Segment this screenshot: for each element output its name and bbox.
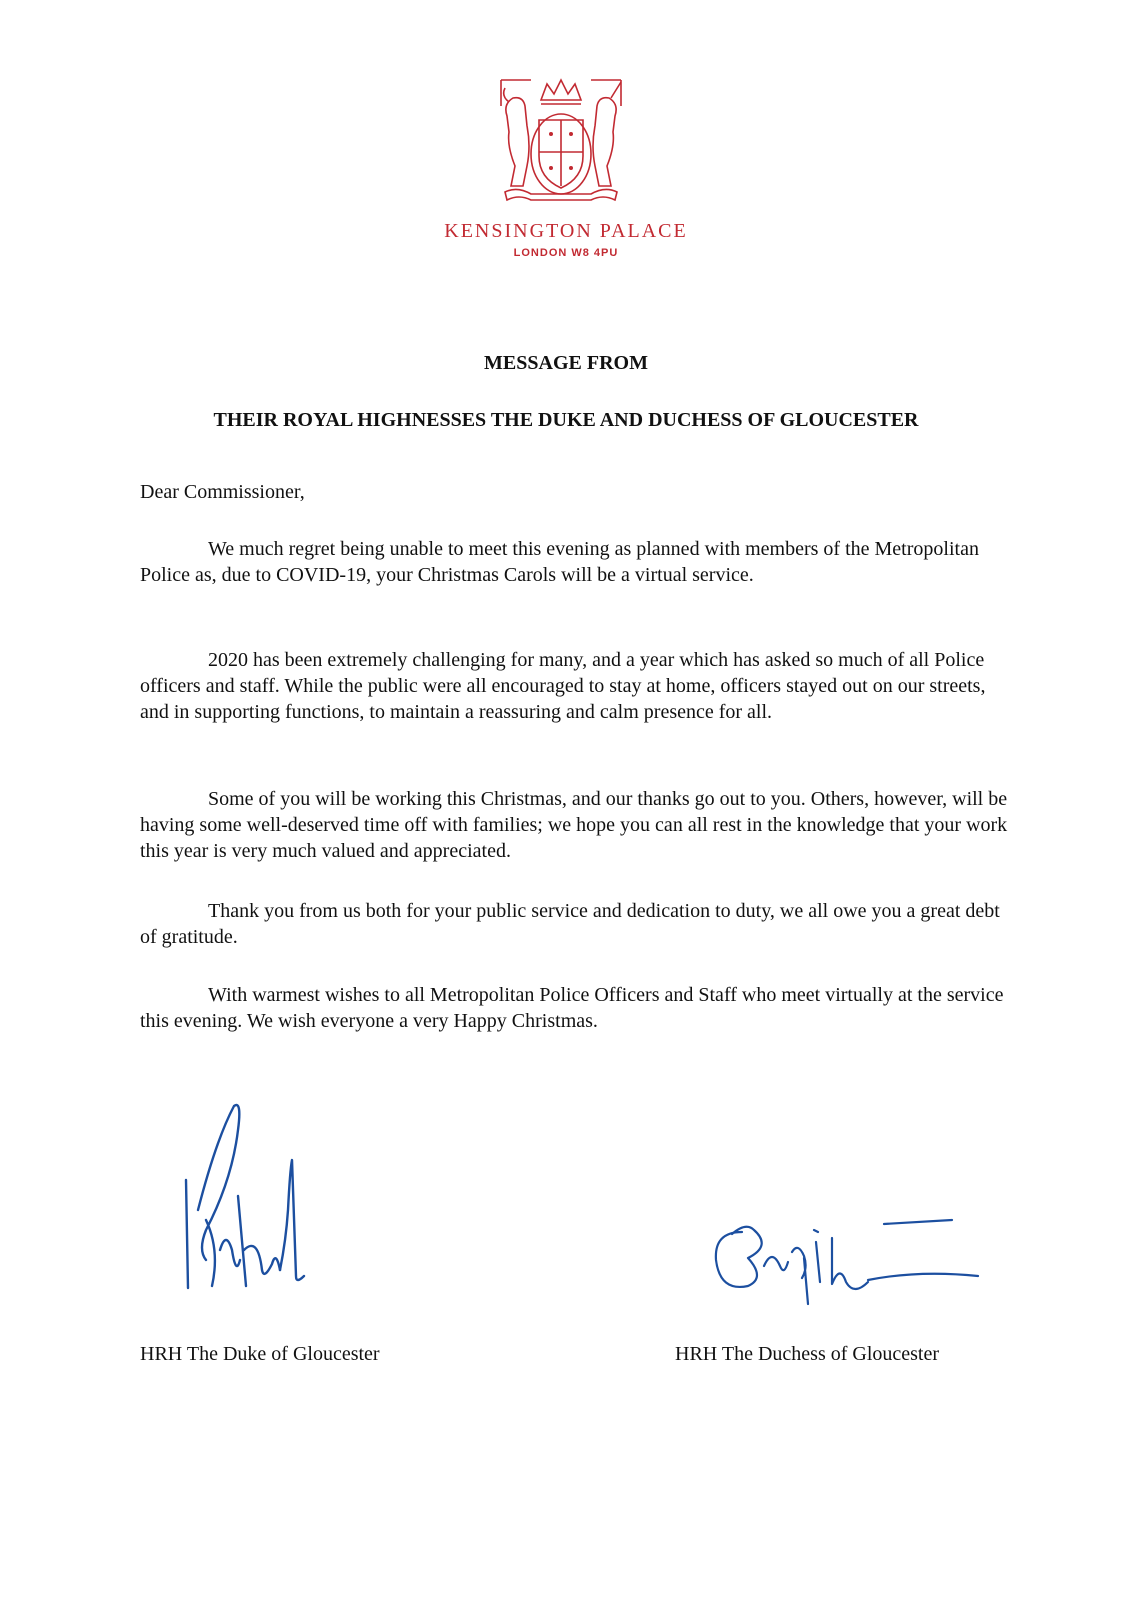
duchess-signature xyxy=(708,1212,980,1312)
letterhead-name: KENSINGTON PALACE xyxy=(444,220,688,242)
duke-signatory-label: HRH The Duke of Gloucester xyxy=(140,1343,380,1365)
royal-coat-of-arms-icon xyxy=(497,76,625,202)
letter-paragraph: Some of you will be working this Christmas, and our thanks go out to you. Others, however, will be having some well-deserved time off with families; we hope you can all rest in the knowledge that your work this year is very much valued and appreciated. xyxy=(140,788,1008,862)
letter-paragraph: Thank you from us both for your public service and dedication to duty, we all owe you a great debt of gratitude. xyxy=(140,900,1000,948)
message-heading: MESSAGE FROM xyxy=(484,352,648,374)
salutation: Dear Commissioner, xyxy=(140,481,305,503)
letterhead-address: LONDON W8 4PU xyxy=(513,247,619,259)
duke-signature xyxy=(176,1100,306,1290)
letter-paragraph: With warmest wishes to all Metropolitan Police Officers and Staff who meet virtually at the service this evening. We wish everyone a very Happy Christmas. xyxy=(140,984,1004,1032)
letter-paragraph: 2020 has been extremely challenging for many, and a year which has asked so much of all Police officers and staff. While the public were all encouraged to stay at home, officers stayed out on our streets, and in supporting functions, to maintain a reassuring and calm presence for all. xyxy=(140,649,986,723)
senders-heading: THEIR ROYAL HIGHNESSES THE DUKE AND DUCHESS OF GLOUCESTER xyxy=(213,409,919,431)
letter-paragraph: We much regret being unable to meet this evening as planned with members of the Metropolitan Police as, due to COVID-19, your Christmas Carols will be a virtual service. xyxy=(140,538,979,586)
duchess-signatory-label: HRH The Duchess of Gloucester xyxy=(675,1343,940,1365)
